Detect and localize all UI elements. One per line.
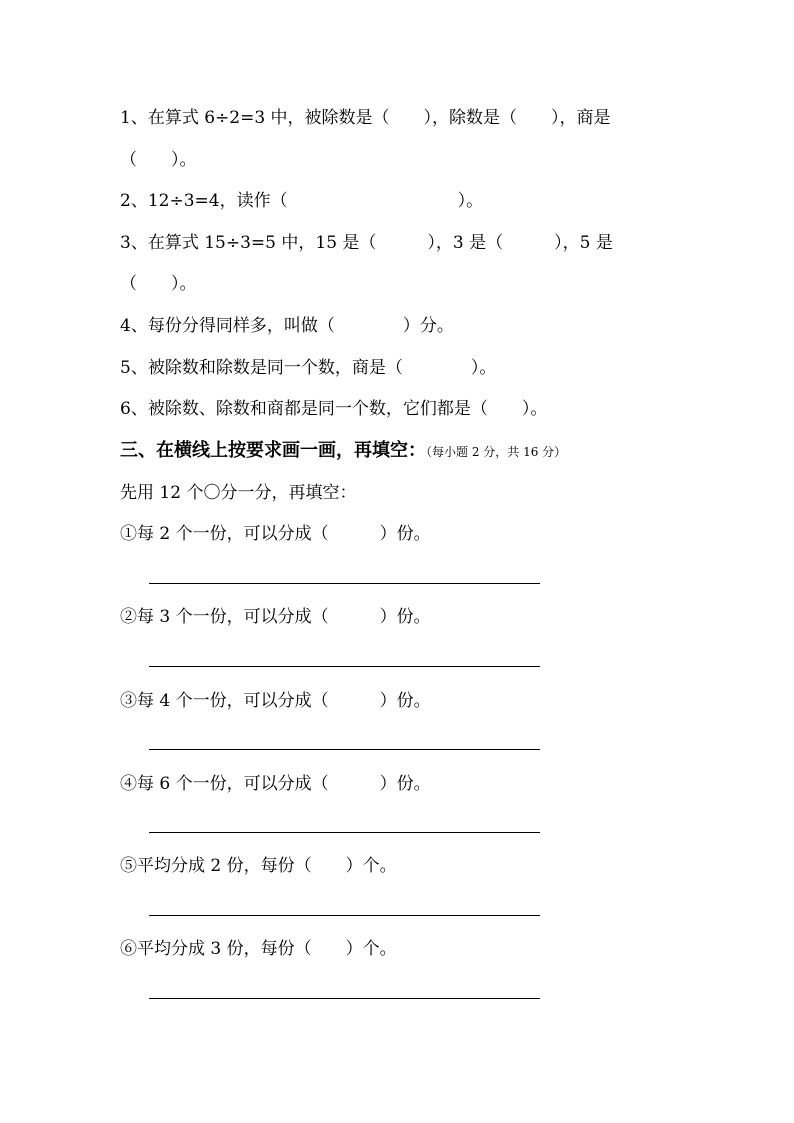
drawing-line-5 bbox=[149, 915, 540, 916]
drawing-line-4 bbox=[149, 832, 540, 833]
section-3-heading bbox=[120, 439, 566, 464]
question-3-line-1: 3、在算式 15÷3=5 中，15 是（ ），3 是（ ），5 是 bbox=[120, 233, 613, 253]
drawing-line-3 bbox=[149, 749, 540, 750]
question-2: 2、12÷3=4，读作（ ）。 bbox=[120, 191, 484, 211]
question-4: 4、每份分得同样多，叫做（ ）分。 bbox=[120, 316, 454, 336]
question-3-line-2: （ ）。 bbox=[120, 274, 197, 294]
drawing-item-2: ②每 3 个一份，可以分成（ ）份。 bbox=[120, 607, 431, 627]
section-3-intro: 先用 12 个〇分一分，再填空： bbox=[120, 483, 357, 503]
question-1-line-1: 1、在算式 6÷2=3 中，被除数是（ ），除数是（ ），商是 bbox=[120, 108, 611, 128]
drawing-item-6: ⑥平均分成 3 份，每份（ ）个。 bbox=[120, 939, 397, 959]
drawing-item-3: ③每 4 个一份，可以分成（ ）份。 bbox=[120, 691, 431, 711]
drawing-item-1: ①每 2 个一份，可以分成（ ）份。 bbox=[120, 524, 431, 544]
drawing-line-2 bbox=[149, 666, 540, 667]
section-3-title: 三、在横线上按要求画一画，再填空： bbox=[120, 440, 426, 461]
drawing-line-1 bbox=[149, 583, 540, 584]
section-3-score-note: （每小题 2 分，共 16 分） bbox=[426, 445, 567, 459]
drawing-line-6 bbox=[149, 998, 540, 999]
drawing-item-5: ⑤平均分成 2 份，每份（ ）个。 bbox=[120, 856, 397, 876]
question-1-line-2: （ ）。 bbox=[120, 150, 197, 170]
question-6: 6、被除数、除数和商都是同一个数，它们都是（ ）。 bbox=[120, 399, 548, 419]
drawing-item-4: ④每 6 个一份，可以分成（ ）份。 bbox=[120, 774, 431, 794]
question-5: 5、被除数和除数是同一个数，商是（ ）。 bbox=[120, 358, 497, 378]
